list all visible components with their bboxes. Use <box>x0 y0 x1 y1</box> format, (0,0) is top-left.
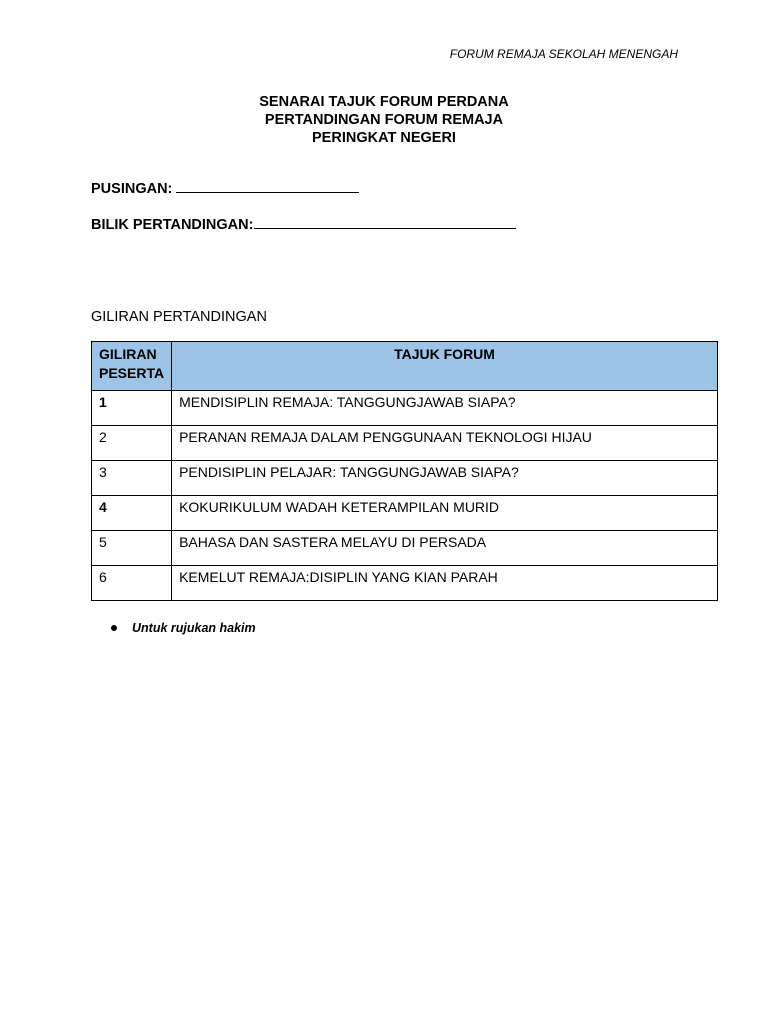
header-note: FORUM REMAJA SEKOLAH MENENGAH <box>449 47 678 61</box>
bullet-note-text: Untuk rujukan hakim <box>132 621 256 635</box>
bullet-icon <box>111 625 117 631</box>
table-row <box>92 496 718 531</box>
pusingan-blank-line <box>176 178 359 193</box>
bilik-field <box>91 214 516 233</box>
row-number: 1 <box>92 391 172 426</box>
table-row <box>92 426 718 461</box>
row-topic: PENDISIPLIN PELAJAR: TANGGUNGJAWAB SIAPA? <box>172 461 718 496</box>
table-header-row <box>92 342 718 391</box>
table-row <box>92 566 718 601</box>
document-title <box>0 93 768 147</box>
table-row <box>92 391 718 426</box>
pusingan-label: PUSINGAN: <box>91 181 173 197</box>
forum-topic-table <box>91 341 718 601</box>
title-line-2: PERTANDINGAN FORUM REMAJA <box>264 112 504 128</box>
pusingan-field <box>91 178 359 197</box>
row-number: 3 <box>92 461 172 496</box>
row-topic: BAHASA DAN SASTERA MELAYU DI PERSADA <box>172 531 718 566</box>
title-line-1: SENARAI TAJUK FORUM PERDANA <box>259 94 509 110</box>
title-line-3: PERINGKAT NEGERI <box>312 130 456 146</box>
row-number: 4 <box>92 496 172 531</box>
table-row <box>92 461 718 496</box>
row-topic: PERANAN REMAJA DALAM PENGGUNAAN TEKNOLOGI HIJAU <box>172 426 718 461</box>
bullet-note <box>111 621 256 635</box>
row-topic: KOKURIKULUM WADAH KETERAMPILAN MURID <box>172 496 718 531</box>
header-giliran-peserta: GILIRAN PESERTA <box>92 342 172 391</box>
row-number: 2 <box>92 426 172 461</box>
section-label: GILIRAN PERTANDINGAN <box>91 309 267 325</box>
bilik-label: BILIK PERTANDINGAN: <box>91 217 254 233</box>
row-number: 6 <box>92 566 172 601</box>
row-topic: MENDISIPLIN REMAJA: TANGGUNGJAWAB SIAPA? <box>172 391 718 426</box>
row-number: 5 <box>92 531 172 566</box>
bilik-blank-line <box>254 214 516 229</box>
table-row <box>92 531 718 566</box>
row-topic: KEMELUT REMAJA:DISIPLIN YANG KIAN PARAH <box>172 566 718 601</box>
header-tajuk-forum: TAJUK FORUM <box>172 342 718 391</box>
